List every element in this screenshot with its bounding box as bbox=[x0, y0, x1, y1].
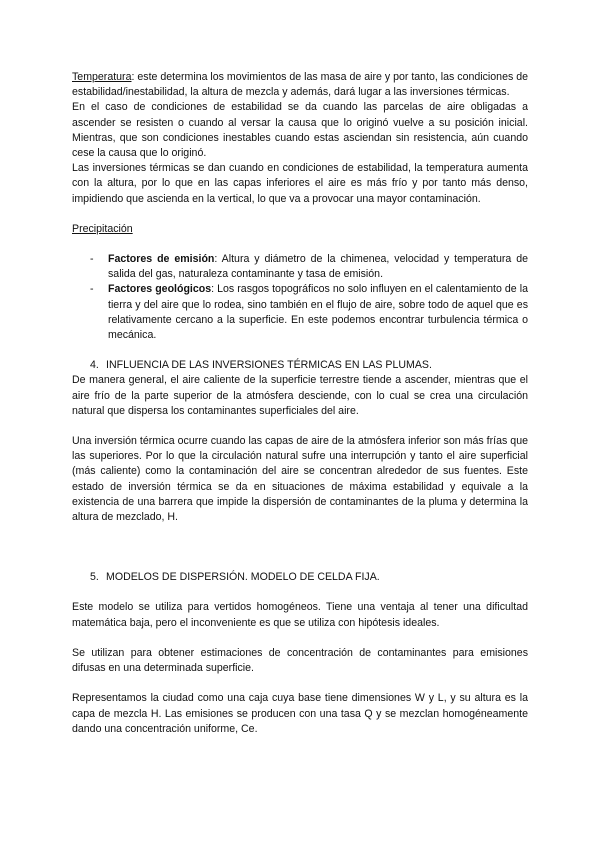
list-item-text: : Altura y diámetro de la chimenea, velocidad y temperatura de salida del gas, naturaleza contaminante y tasa de emisión. bbox=[108, 253, 529, 281]
list-item-term: Factores de emisión bbox=[108, 253, 215, 266]
precipitacion-heading: Precipitación bbox=[72, 222, 133, 235]
list-item-text: : Los rasgos topográficos no solo influyen en el calentamiento de la tierra y del aire que lo rodea, sino también en el flujo de aire, sobre todo de aquel que es relativamente cercano a la superficie. En este podemos encontrar turbulencia térmica o mecánica. bbox=[108, 283, 528, 342]
section-5-paragraph-1: Este modelo se utiliza para vertidos homogéneos. Tiene una ventaja al tener una dificultad matemática baja, pero el inconveniente es que se utiliza con hipótesis ideales. bbox=[72, 601, 528, 629]
dash-bullet: - bbox=[90, 283, 94, 296]
section-5-heading: 5. MODELOS DE DISPERSIÓN. MODELO DE CELDA FIJA. bbox=[90, 571, 380, 584]
list-item-term: Factores geológicos bbox=[108, 283, 212, 296]
section-4-paragraph-1: De manera general, el aire caliente de la superficie terrestre tiende a ascender, mientras que el aire frío de la parte superior de la atmósfera desciende, con lo cual se crea una circulación natural que dispersa los contaminantes superficiales del aire. bbox=[72, 374, 528, 417]
temperatura-label: Temperatura bbox=[72, 71, 132, 83]
inversiones-paragraph: Las inversiones térmicas se dan cuando en condiciones de estabilidad, la temperatura aumenta con la altura, por lo que en las capas inferiores el aire es más frío y por tanto más denso, impidiendo que ascienda en la vertical, lo que va a provocar una mayor contaminación. bbox=[72, 162, 528, 205]
list-item bbox=[72, 282, 528, 343]
section-5-paragraph-3: Representamos la ciudad como una caja cuya base tiene dimensiones W y L, y su altura es la capa de mezcla H. Las emisiones se producen con una tasa Q y se mezclan homogéneamente dando una concentración uniforme, Ce. bbox=[72, 692, 528, 735]
estabilidad-paragraph: En el caso de condiciones de estabilidad se da cuando las parcelas de aire obligadas a ascender se resisten o cuando al versar la causa que lo originó vuelve a su posición inicial. Mientras, que son condiciones inestables cuando estas asciendan sin resistencia, aún cuando cese la causa que lo originó. bbox=[72, 101, 528, 160]
section-4-paragraph-2: Una inversión térmica ocurre cuando las capas de aire de la atmósfera inferior son más frías que las superiores. Por lo que la circulación natural sufre una interrupción y tanto el aire superficial (más caliente) como la contaminación del aire se concentran alrededor de sus fuentes. Este estado de inversión térmica se da en situaciones de máxima estabilidad y equivale a la existencia de una barrera que impide la dispersión de contaminantes de la pluma y determina la altura de mezclado, H. bbox=[72, 435, 528, 524]
section-4-heading: 4. INFLUENCIA DE LAS INVERSIONES TÉRMICAS EN LAS PLUMAS. bbox=[90, 359, 432, 372]
temperatura-text: : este determina los movimientos de las masa de aire y por tanto, las condiciones de estabilidad/inestabilidad, la altura de mezcla y además, dará lugar a las inversiones térmicas. bbox=[72, 71, 528, 99]
dash-bullet: - bbox=[90, 253, 94, 266]
factors-list bbox=[72, 252, 528, 343]
section-5-paragraph-2: Se utilizan para obtener estimaciones de concentración de contaminantes para emisiones difusas en una determinada superficie. bbox=[72, 646, 528, 675]
list-item bbox=[72, 252, 528, 282]
temperatura-paragraph bbox=[72, 70, 528, 100]
document-body bbox=[72, 70, 528, 737]
